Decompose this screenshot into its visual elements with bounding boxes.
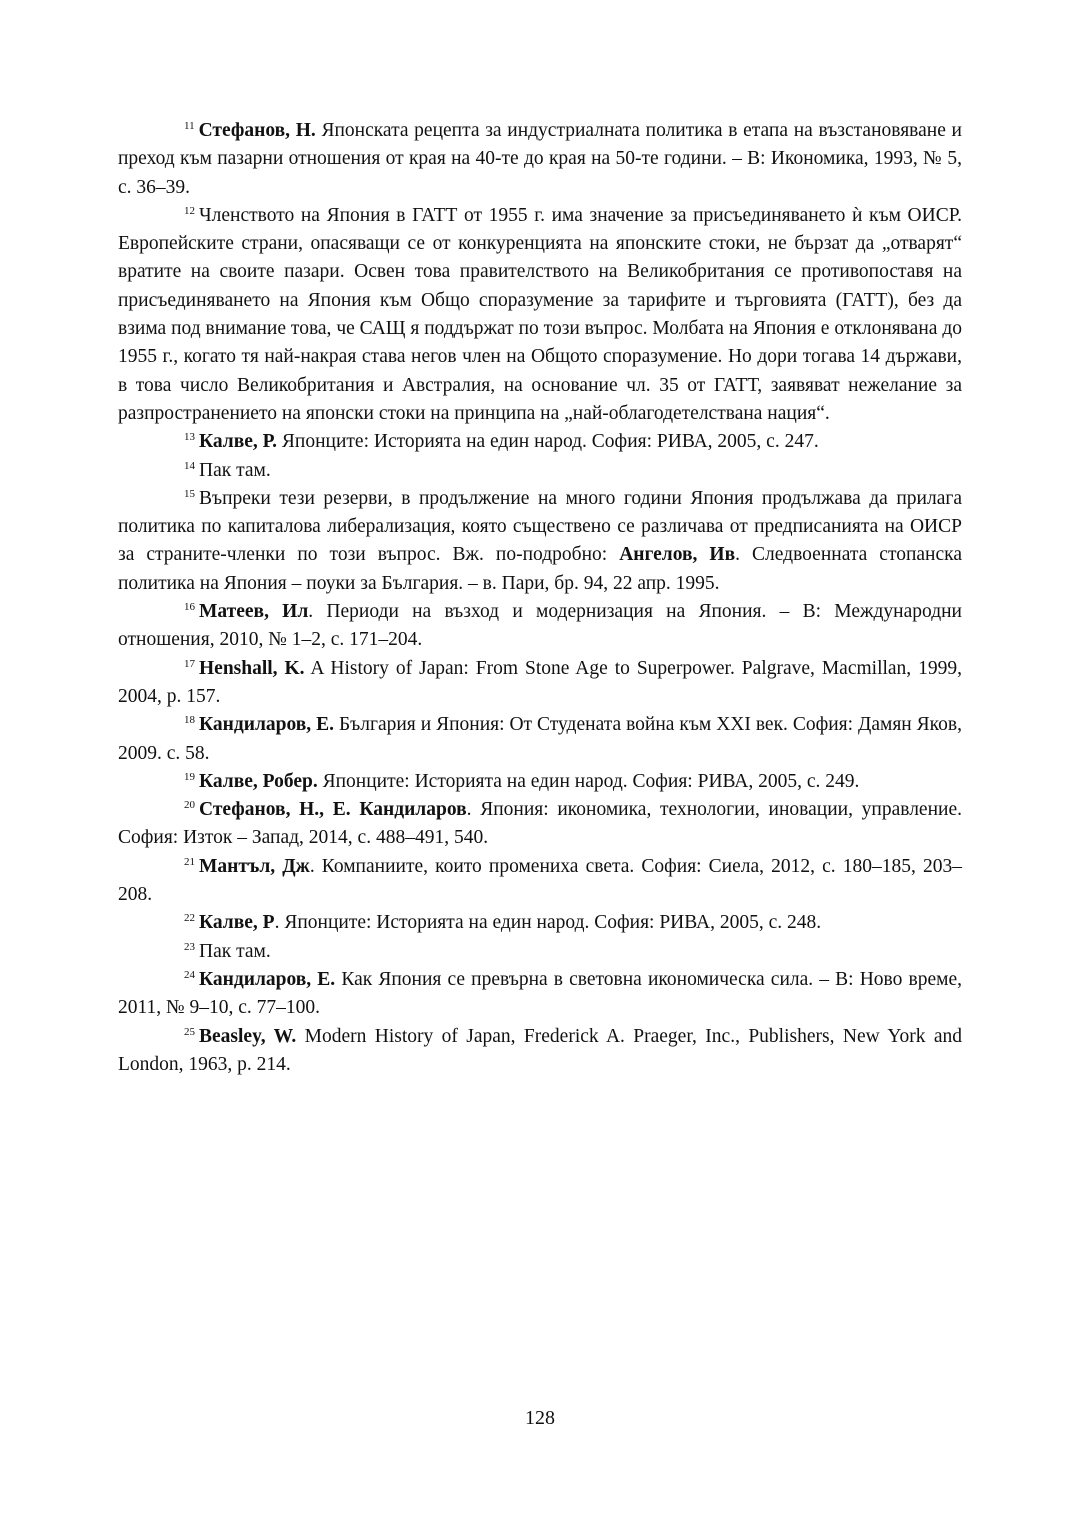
footnote-18 [118,711,962,768]
footnote-author: Мантъл, Дж [199,855,310,877]
footnote-text: Пак там. [199,459,271,481]
footnote-12 [118,202,962,428]
footnote-11 [118,117,962,202]
footnote-author: Ангелов, Ив [619,544,736,566]
footnote-author: Калве, Р. [199,431,278,453]
footnote-23 [118,938,962,966]
footnote-20 [118,796,962,853]
footnote-number: 18 [184,714,195,727]
footnote-author: Матеев, Ил [199,601,309,623]
footnote-number: 13 [184,431,195,444]
footnote-number: 14 [184,459,195,472]
footnote-number: 16 [184,601,195,614]
footnote-text: Членството на Япония в ГАТТ от 1955 г. има значение за присъединяването ѝ към ОИСР. Европейските страни, опасяващи се от конкуренцията на японските стоки, не бързат да „отварят“ вратите на своите пазари. Освен това правителството на Великобритания се противопоставя на присъединяването на Япония към Общо споразумение за тарифите и търговията (ГАТТ), без да взима под внимание това, че САЩ я поддържат по този въпрос. Молбата на Япония е отклонявана до 1955 г., когато тя най-накрая става негов член на Общото споразумение. Но дори тогава 14 държави, в това число Великобритания и Австралия, на основание чл. 35 от ГАТТ, заявяват нежелание за разпространението на японски стоки на принципа на „най-облагодетелствана нация“. [118,204,962,424]
footnote-author: Стефанов, Н., Е. Кандиларов [199,799,467,821]
footnote-24 [118,966,962,1023]
footnote-author: Кандиларов, Е. [199,968,336,990]
footnote-text: Пак там. [199,940,271,962]
footnote-text: България и Япония: От Студената война към XXI век. София: Дамян Яков, 2009. с. 58. [118,714,962,764]
footnote-19 [118,768,962,796]
footnote-text: A History of Japan: From Stone Age to Superpower. Palgrave, Macmillan, 1999, 2004, p. 157. [118,657,963,707]
footnote-17 [118,655,962,712]
footnote-author: Кандиларов, Е. [199,714,334,736]
footnotes-section [118,117,962,1079]
footnote-13 [118,428,962,456]
footnote-number: 24 [184,968,195,981]
footnote-14 [118,457,962,485]
footnote-author: Beasley, W. [199,1025,297,1047]
footnote-number: 12 [184,204,195,217]
footnote-number: 17 [184,657,195,670]
footnote-text: . Компаниите, които промениха света. София: Сиела, 2012, с. 180–185, 203–208. [118,855,962,906]
footnote-author: Калве, Робер. [199,770,318,792]
footnote-text: . Япония: икономика, технологии, иновации, управление. София: Изток – Запад, 2014, с. 488–491, 540. [118,799,962,849]
footnote-25 [118,1023,962,1080]
footnote-number: 23 [184,940,195,953]
footnote-number: 25 [184,1025,195,1038]
footnote-text: . Следвоенната стопанска политика на Япония – поуки за България. – в. Пари, бр. 94, 22 апр. 1995. [118,544,962,594]
footnote-text: . Японците: Историята на един народ. София: РИВА, 2005, с. 248. [274,912,822,934]
page-number: 128 [525,1407,555,1429]
footnote-number: 19 [184,770,195,783]
footnote-16 [118,598,962,655]
footnote-number: 15 [184,487,195,500]
footnote-text: Въпреки тези резерви, в продължение на много години Япония продължава да прилага политика по капиталова либерализация, която съществено се различава от предписанията на ОИСР за страните-членки по този въпрос. Вж. по-подробно: [118,487,962,566]
footnote-text: Японската рецепта за индустриалната политика в етапа на възстановяване и преход към пазарни отношения от края на 40-те до края на 50-те години. – В: Икономика, 1993, № 5, с. 36–39. [118,120,962,198]
footnote-text: Японците: Историята на един народ. София: РИВА, 2005, с. 247. [277,431,819,453]
footnote-number: 22 [184,912,195,925]
footnote-number: 11 [184,120,195,132]
footnote-text: . Периоди на възход и модернизация на Япония. – В: Международни отношения, 2010, № 1–2, с. 171–204. [118,601,962,651]
footnote-number: 20 [184,799,195,812]
footnote-author: Henshall, K. [199,657,305,679]
footnote-text: Как Япония се превърна в световна икономическа сила. – В: Ново време, 2011, № 9–10, с. 77–100. [118,968,962,1019]
footnote-21 [118,853,962,910]
footnote-number: 21 [184,855,195,868]
footnote-author: Стефанов, Н. [198,120,316,141]
footnote-text: Японците: Историята на един народ. София: РИВА, 2005, с. 249. [317,770,860,792]
footnote-22 [118,909,962,937]
footnote-text: Modern History of Japan, Frederick A. Praeger, Inc., Publishers, New York and London, 1963, p. 214. [118,1025,962,1075]
footnote-author: Калве, Р [199,912,275,934]
footnote-15 [118,485,962,598]
